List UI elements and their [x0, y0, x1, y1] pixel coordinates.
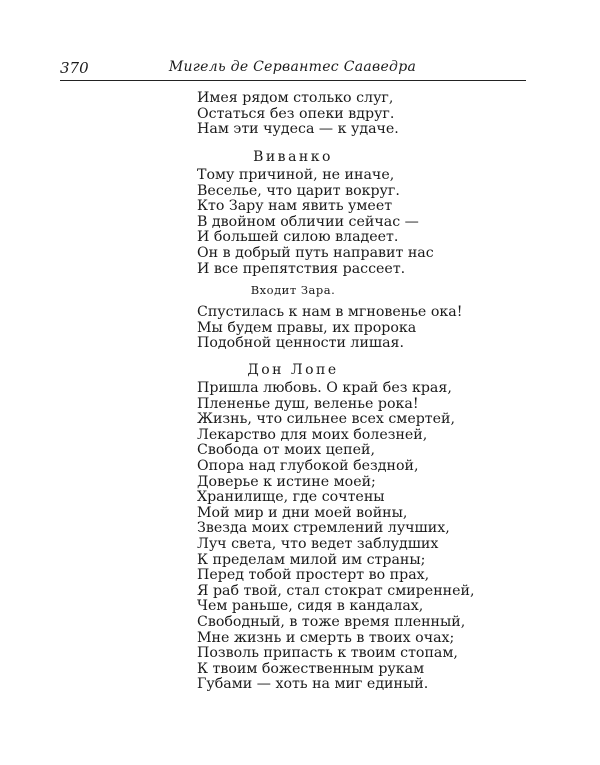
verse-line: Плененье душ, веленье рока!: [197, 395, 419, 412]
verse-line: Опора над глубокой бездной,: [197, 457, 419, 474]
verse-line: Чем раньше, сидя в кандалах,: [197, 598, 424, 615]
verse-line: Пришла любовь. О край без края,: [197, 380, 452, 396]
verse-line: Мой мир и дни моей войны,: [197, 504, 408, 521]
verse-line: Луч света, что ведет заблудших: [197, 535, 439, 552]
verse-line: Веселье, что царит вокруг.: [197, 182, 400, 199]
verse-block: [197, 168, 434, 277]
verse-line: Лекарство для моих болезней,: [197, 426, 428, 443]
verse-line: Кто Зару нам явить умеет: [197, 198, 393, 215]
verse-block: [197, 305, 462, 352]
verse-line: Губами — хоть на миг единый.: [197, 676, 429, 693]
verse-line: К твоим божественным рукам: [197, 660, 425, 677]
verse-line: Имея рядом столько слуг,: [197, 90, 394, 106]
verse-line: Тому причиной, не иначе,: [197, 167, 395, 183]
verse-line: Подобной ценности лишая.: [197, 335, 405, 352]
speaker-name: Виванко: [253, 149, 333, 165]
verse-line: Нам эти чудеса — к удаче.: [197, 121, 399, 138]
verse-line: К пределам милой им страны;: [197, 551, 426, 568]
verse-line: И все препятствия рассеет.: [197, 260, 406, 277]
verse-line: Жизнь, что сильнее всех смертей,: [197, 411, 456, 428]
verse-line: И большей силою владеет.: [197, 229, 399, 246]
verse-line: Доверье к истине моей;: [197, 473, 376, 490]
verse-line: Мы будем правы, их пророка: [197, 319, 417, 336]
running-title: Мигель де Сервантес Сааведра: [168, 59, 417, 75]
verse-block: [197, 91, 399, 138]
verse-line: Свобода от моих цепей,: [197, 442, 375, 459]
verse-line: Спустилась к нам в мгновенье ока!: [197, 304, 463, 320]
verse-line: В двойном обличии сейчас —: [197, 213, 419, 230]
stage-direction: Входит Зара.: [250, 283, 336, 297]
verse-line: Свободный, в тоже время пленный,: [197, 613, 466, 630]
verse-line: Позволь припасть к твоим стопам,: [197, 645, 458, 662]
verse-line: Он в добрый путь направит нас: [197, 244, 434, 261]
verse-line: Я раб твой, стал стократ смиренней,: [197, 582, 475, 599]
page-number: 370: [60, 59, 89, 77]
verse-line: Перед тобой простерт во прах,: [197, 567, 430, 584]
header-rule: [60, 80, 526, 81]
verse-block: [197, 381, 474, 693]
verse-line: Мне жизнь и смерть в твоих очах;: [197, 629, 455, 646]
speaker-name: Дон Лопе: [247, 362, 339, 378]
verse-line: Хранилище, где сочтены: [197, 489, 385, 506]
verse-line: Звезда моих стремлений лучших,: [197, 520, 450, 537]
verse-line: Остаться без опеки вдруг.: [197, 105, 395, 122]
